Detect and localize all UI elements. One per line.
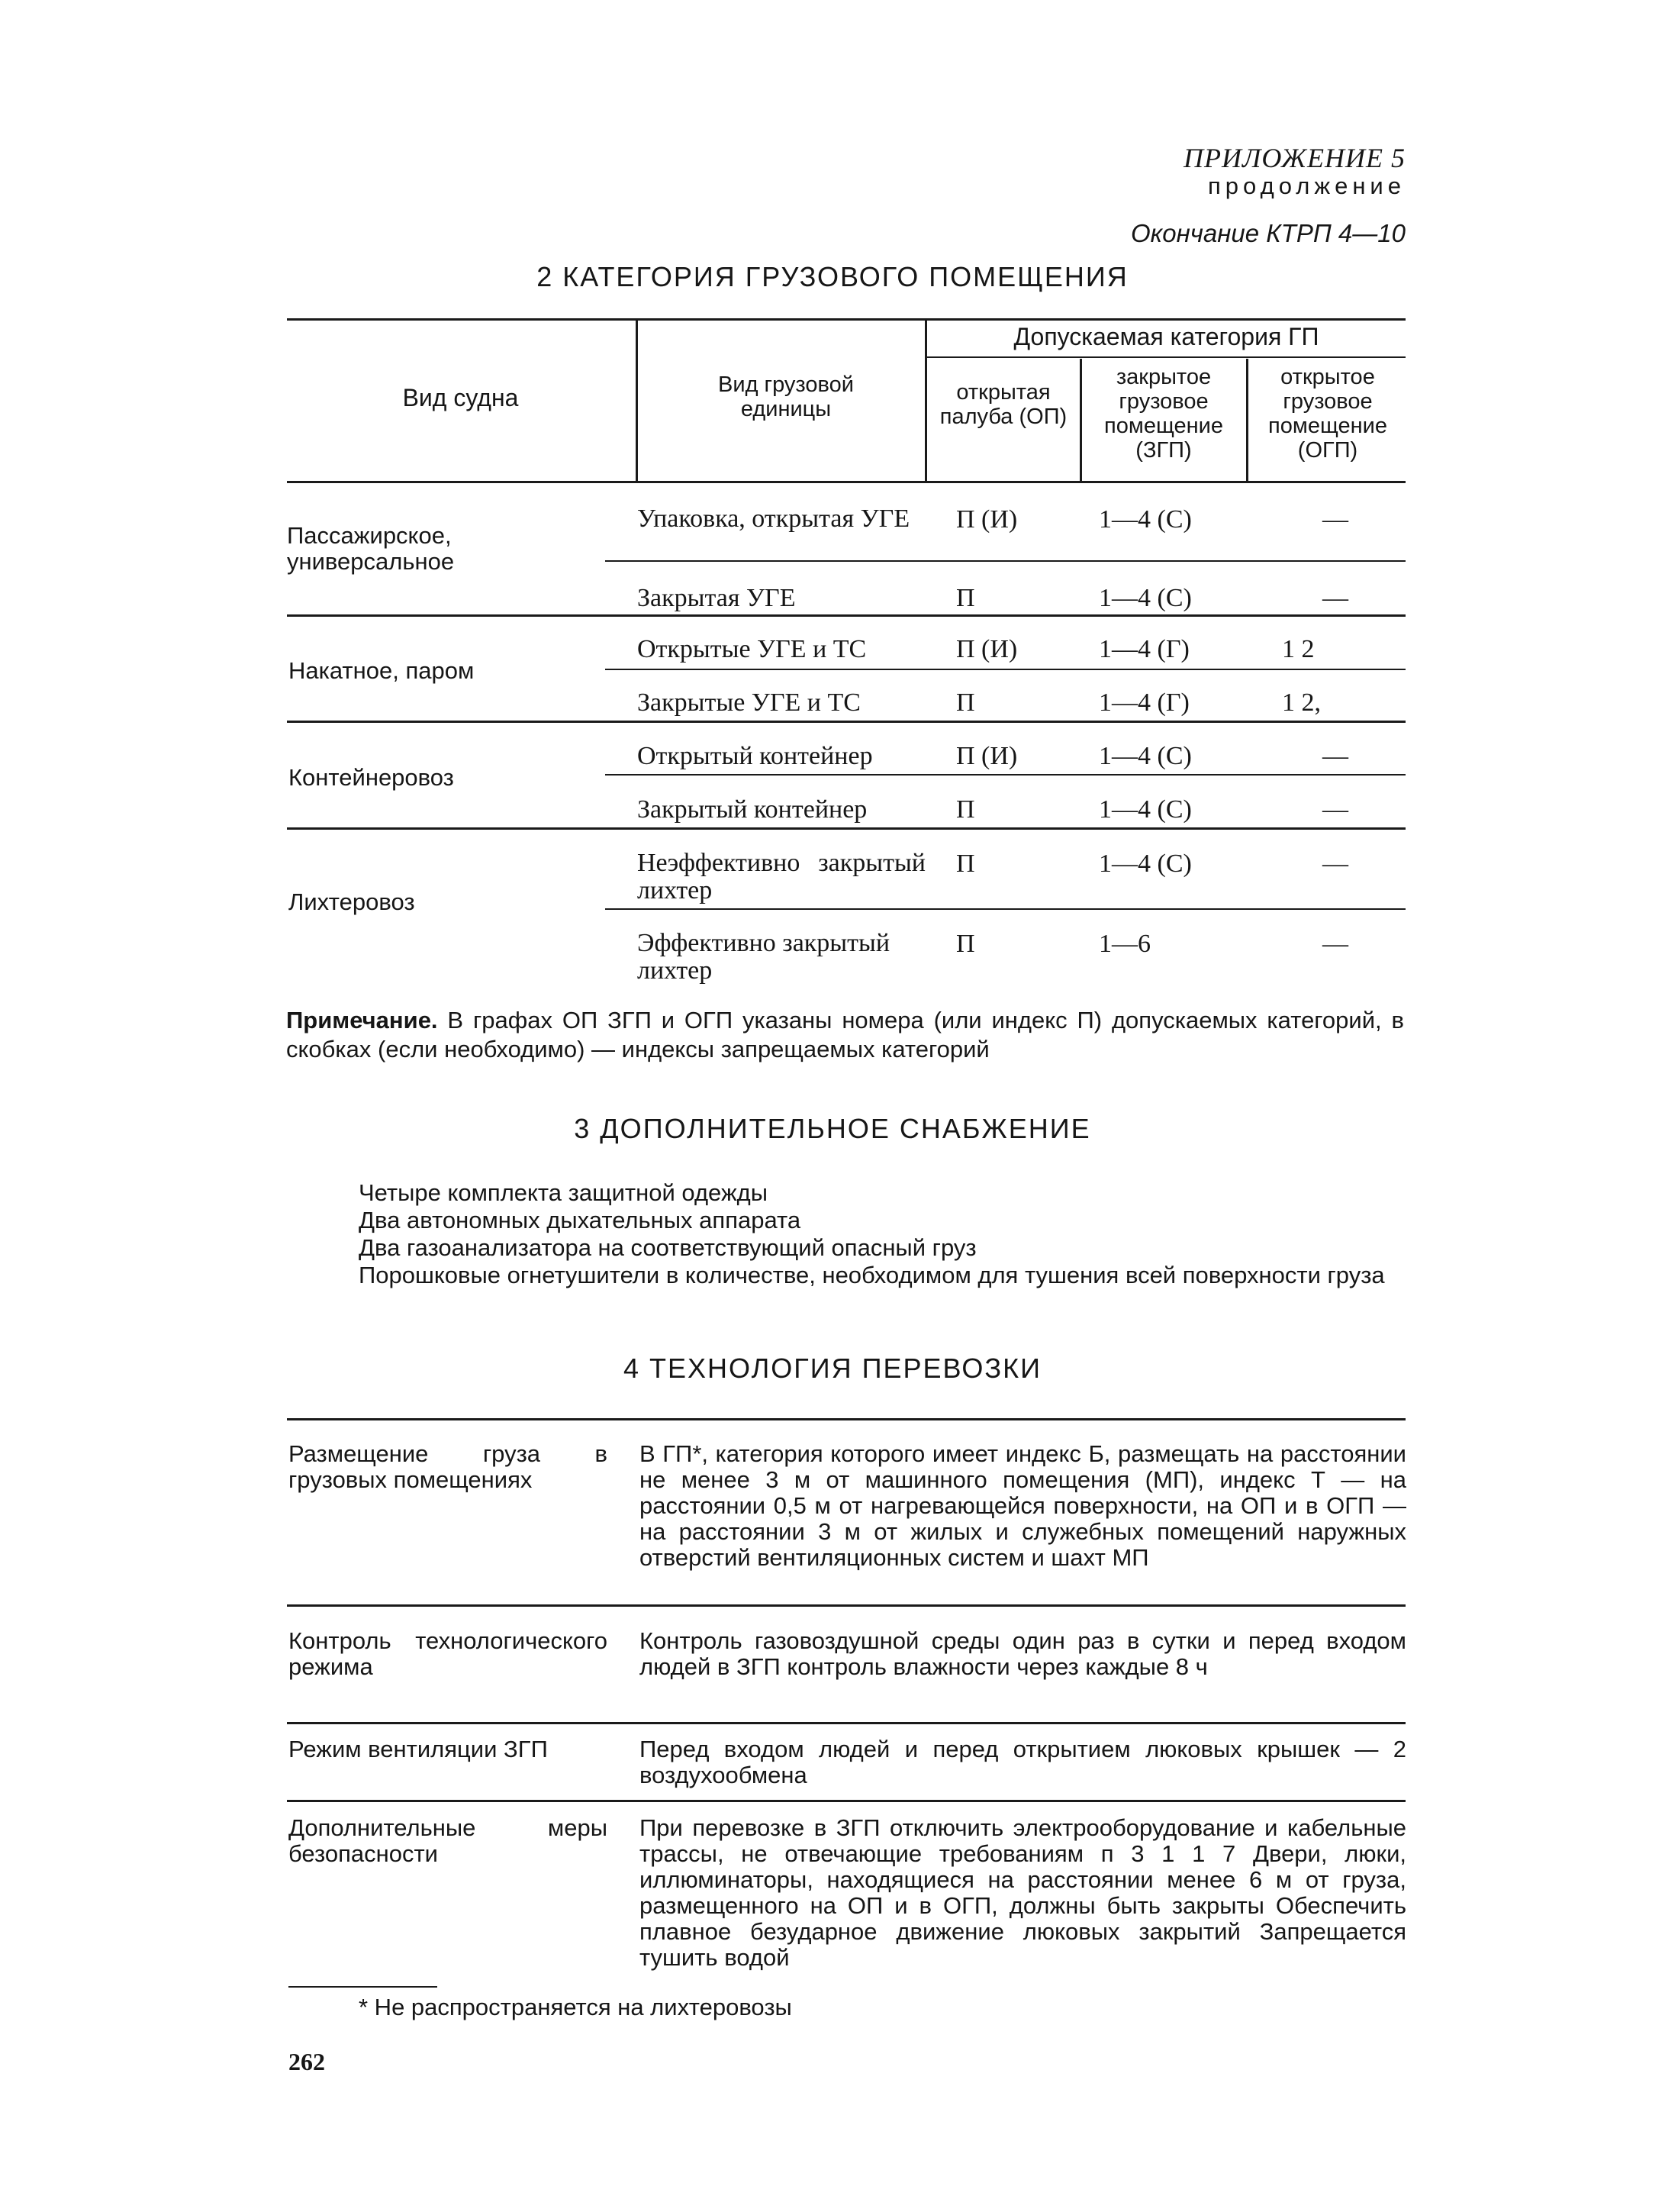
vessel-group-2: Накатное, паром — [288, 657, 475, 684]
col-allowed-header: Допускаемая категория ГП — [1013, 323, 1319, 350]
row-op: П — [956, 795, 975, 824]
tech-text: При перевозке в ЗГП отключить электрооборудование и кабельные трассы, не отвечающие требованиям п 3 1 1 7 Двери, люки, иллюминаторы, находящиеся на расстоянии менее 6 м от груза, размещенного на ОП и в ОГП, должны быть закрыты Обеспечить плавное безударное движение люковых закрытий Запрещается тушить водой — [639, 1814, 1406, 1971]
tech-text: В ГП*, категория которого имеет индекс Б, размещать на расстоянии не менее 3 м от машинного помещения (МП), индекс Т — на расстоянии 0,5 м от нагревающейся поверхности, на ОП и в ОГП — на расстоянии 3 м от жилых и служебных помещений наружных отверстий вентиляционных систем и шахт МП — [639, 1440, 1406, 1571]
row-op: П — [956, 584, 975, 612]
row-zgp: 1—6 — [1099, 930, 1151, 958]
row-zgp: 1—4 (С) — [1099, 505, 1192, 534]
row-ogp: 1 2 — [1282, 635, 1315, 663]
tech-rule-2 — [287, 1722, 1406, 1724]
row-rule-4 — [605, 908, 1406, 910]
row-ogp: — — [1322, 505, 1348, 534]
header-bottom-rule — [287, 481, 1406, 483]
row-zgp: 1—4 (С) — [1099, 742, 1192, 770]
col-op-header: открытая палуба (ОП) — [939, 380, 1068, 429]
row-zgp: 1—4 (Г) — [1099, 635, 1190, 663]
row-ogp: — — [1322, 742, 1348, 770]
row-op: П (И) — [956, 635, 1018, 663]
header-divider-3 — [1080, 359, 1082, 481]
row-op: П — [956, 930, 975, 958]
ending-label: Окончание КТРП 4—10 — [1131, 219, 1406, 247]
note-label: Примечание. — [286, 1007, 438, 1033]
row-rule-2 — [605, 669, 1406, 670]
row-zgp: 1—4 (С) — [1099, 584, 1192, 612]
section3-title: 3 ДОПОЛНИТЕЛЬНОЕ СНАБЖЕНИЕ — [574, 1113, 1091, 1144]
tech-text: Контроль газовоздушной среды один раз в сутки и перед входом людей в ЗГП контроль влажности через каждые 8 ч — [639, 1627, 1406, 1680]
row-unit: Эффективно закрытый лихтер — [637, 929, 890, 985]
row-rule-1 — [605, 560, 1406, 562]
supply-item: Порошковые огнетушители в количестве, необходимом для тушения всей поверхности груза — [359, 1262, 1385, 1288]
group-rule-2 — [287, 721, 1406, 723]
tech-label: Размещение груза в грузовых помещениях — [288, 1440, 607, 1493]
row-unit: Открытый контейнер — [637, 742, 873, 770]
table-note — [286, 1006, 1404, 1064]
footnote: * Не распространяется на лихтеровозы — [359, 1994, 792, 2020]
tech-label: Дополнительные меры безопасности — [288, 1814, 607, 1867]
row-op: П — [956, 688, 975, 717]
row-op: П (И) — [956, 505, 1018, 534]
tech-label: Контроль технологического режима — [288, 1627, 607, 1680]
header-divider-4 — [1246, 359, 1248, 481]
row-ogp: — — [1322, 850, 1348, 878]
row-op: П (И) — [956, 742, 1018, 770]
header-sub-rule — [925, 356, 1406, 358]
section2-title: 2 КАТЕГОРИЯ ГРУЗОВОГО ПОМЕЩЕНИЯ — [536, 261, 1129, 292]
row-op: П — [956, 850, 975, 878]
supply-item: Два газоанализатора на соответствующий опасный груз — [359, 1234, 977, 1261]
col-vessel-header: Вид судна — [402, 384, 519, 411]
col-unit-header: Вид грузовой единицы — [718, 372, 854, 421]
tech-rule-1 — [287, 1604, 1406, 1607]
row-zgp: 1—4 (С) — [1099, 795, 1192, 824]
row-ogp: — — [1322, 795, 1348, 824]
tech-text: Перед входом людей и перед открытием люковых крышек — 2 воздухообмена — [639, 1736, 1406, 1788]
vessel-group-4: Лихтеровоз — [288, 888, 415, 915]
tech-label: Режим вентиляции ЗГП — [288, 1736, 548, 1762]
row-unit: Закрытые УГЕ и ТС — [637, 688, 861, 717]
row-unit: Открытые УГЕ и ТС — [637, 635, 867, 663]
vessel-group-3: Контейнеровоз — [288, 764, 454, 791]
page-number: 262 — [288, 2048, 325, 2075]
footnote-rule — [288, 1986, 437, 1988]
table-top-rule — [287, 318, 1406, 321]
supply-item: Четыре комплекта защитной одежды — [359, 1179, 768, 1206]
continuation-label: продолжение — [1208, 173, 1406, 199]
row-unit: Упаковка, открытая УГЕ — [637, 505, 910, 533]
row-ogp: — — [1322, 584, 1348, 612]
row-zgp: 1—4 (Г) — [1099, 688, 1190, 717]
row-rule-3 — [605, 774, 1406, 775]
appendix-label: ПРИЛОЖЕНИЕ 5 — [1184, 143, 1406, 173]
col-zgp-header: закрытое грузовое помещение (ЗГП) — [1104, 365, 1223, 463]
vessel-group-1: Пассажирское, универсальное — [287, 522, 455, 575]
row-unit: Закрытый контейнер — [637, 795, 868, 824]
row-ogp: — — [1322, 930, 1348, 958]
group-rule-1 — [287, 614, 1406, 617]
section4-title: 4 ТЕХНОЛОГИЯ ПЕРЕВОЗКИ — [623, 1353, 1042, 1384]
header-divider-1 — [636, 321, 638, 481]
tech-rule-3 — [287, 1800, 1406, 1802]
col-ogp-header: открытое грузовое помещение (ОГП) — [1268, 365, 1387, 463]
row-zgp: 1—4 (С) — [1099, 850, 1192, 878]
row-ogp: 1 2, — [1282, 688, 1321, 717]
group-rule-3 — [287, 827, 1406, 830]
supply-item: Два автономных дыхательных аппарата — [359, 1207, 801, 1233]
note-text: В графах ОП ЗГП и ОГП указаны номера (или индекс П) допускаемых категорий, в скобках (если необходимо) — индексы запрещаемых категорий — [286, 1007, 1404, 1062]
tech-top-rule — [287, 1418, 1406, 1420]
row-unit: Закрытая УГЕ — [637, 584, 796, 612]
row-unit: Неэффективно закрытый лихтер — [637, 849, 926, 904]
